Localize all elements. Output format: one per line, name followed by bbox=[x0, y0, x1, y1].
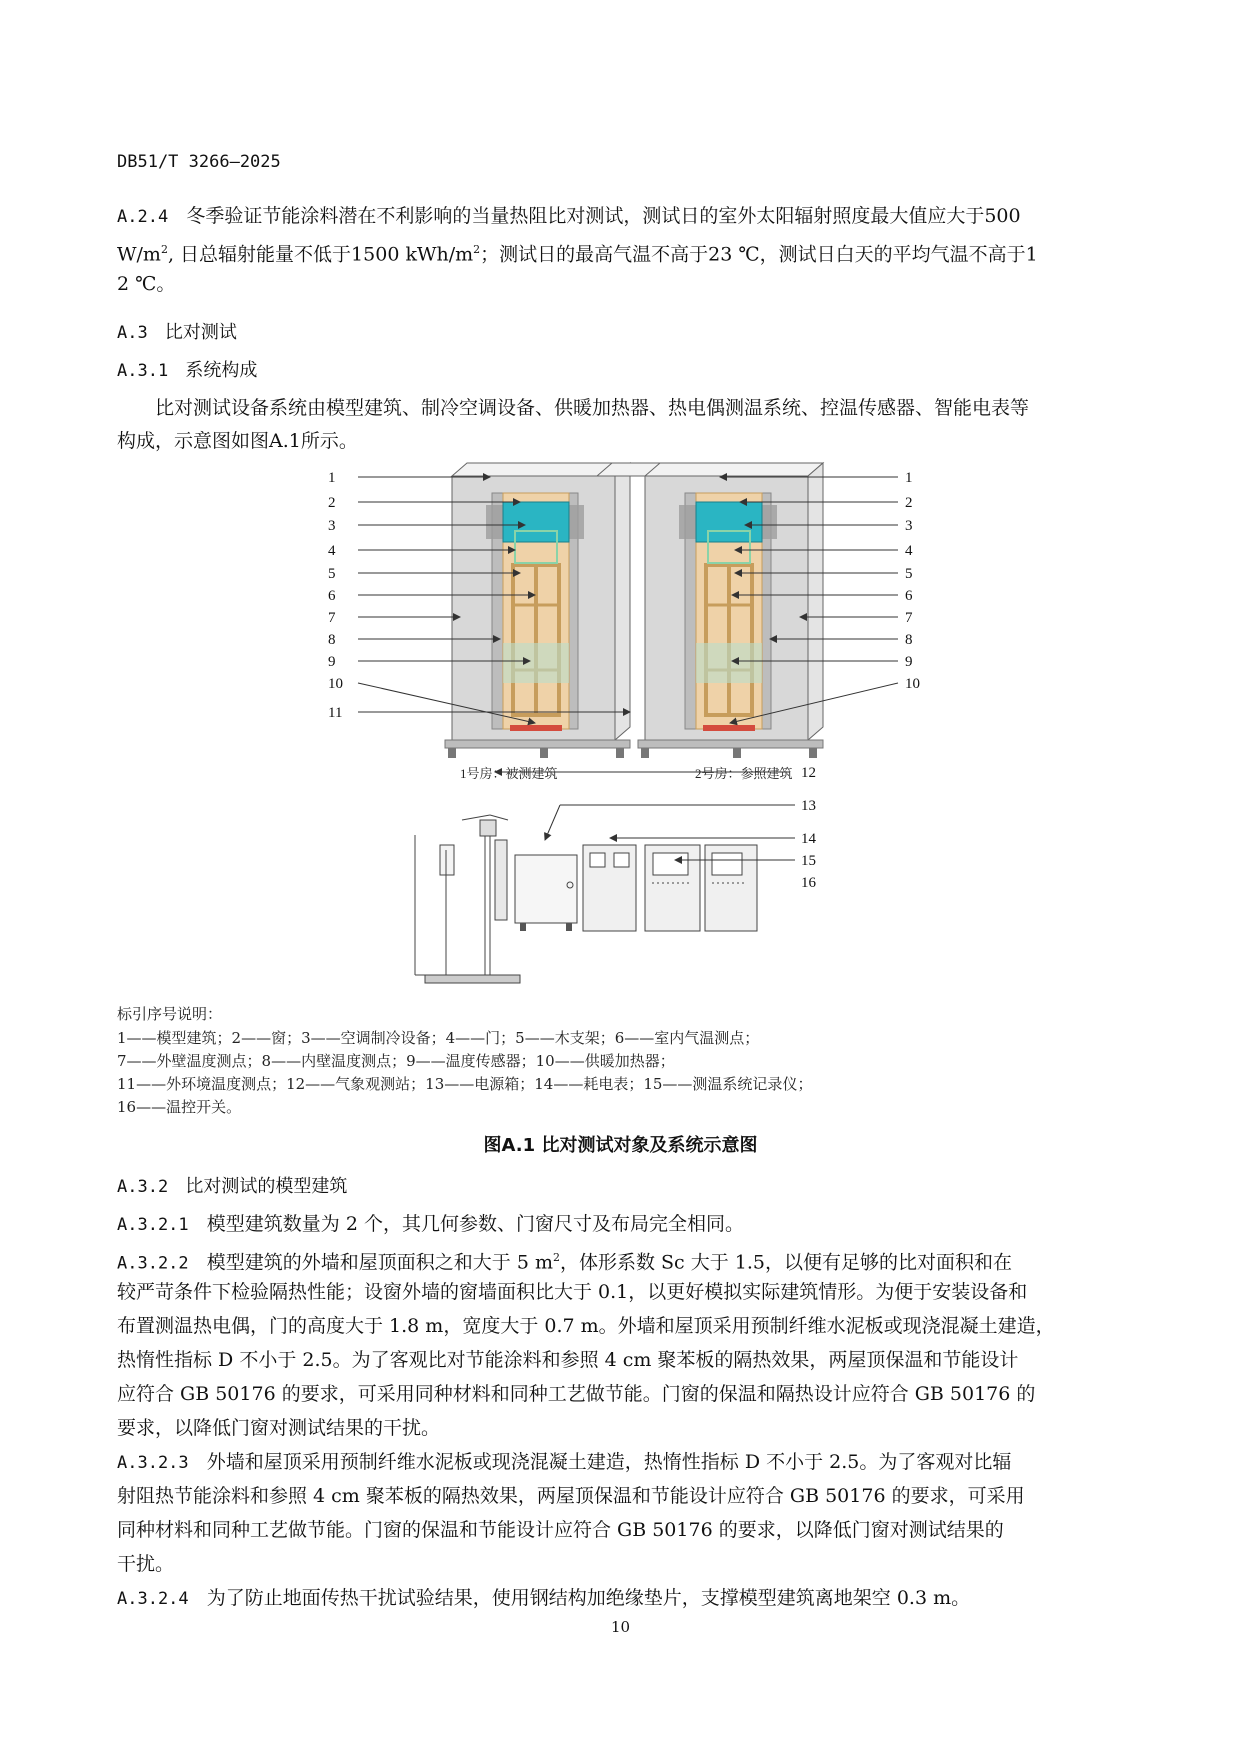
svg-text:3: 3 bbox=[905, 518, 913, 534]
svg-text:2: 2 bbox=[905, 495, 913, 511]
svg-text:6: 6 bbox=[328, 588, 336, 604]
svg-text:11: 11 bbox=[328, 705, 343, 721]
paragraph-a31-line2: 构成，示意图如图A.1所示。 bbox=[117, 430, 358, 452]
section-heading-a32: A.3.2 比对测试的模型建筑 bbox=[117, 1176, 348, 1197]
clause-number: A.2.4 bbox=[117, 207, 169, 227]
clause-text: 冬季验证节能涂料潜在不利影响的当量热阻比对测试，测试日的室外太阳辐射照度最大值应大于500 bbox=[186, 205, 1021, 227]
clause-a323-line: 干扰。 bbox=[117, 1553, 175, 1575]
svg-text:4: 4 bbox=[905, 543, 913, 559]
clause-a322-line: 要求，以降低门窗对测试结果的干扰。 bbox=[117, 1417, 441, 1439]
clause-a322-line: 热惰性指标 D 不小于 2.5。为了客观比对节能涂料和参照 4 cm 聚苯板的隔热效果，两屋顶保温和节能设计 bbox=[117, 1349, 1019, 1371]
svg-text:9: 9 bbox=[328, 654, 336, 670]
svg-text:4: 4 bbox=[328, 543, 336, 559]
room-1-model-building bbox=[445, 463, 630, 758]
legend-line: 1——模型建筑；2——窗；3——空调制冷设备；4——门；5——木支架；6——室内气温测点； bbox=[117, 1029, 760, 1047]
clause-a322-line: 较严苛条件下检验隔热性能；设窗外墙的窗墙面积比大于 0.1，以更好模拟实际建筑情形。为便于安装设备和 bbox=[117, 1281, 1028, 1303]
svg-text:2: 2 bbox=[328, 495, 336, 511]
figure-caption: 图A.1 比对测试对象及系统示意图 bbox=[483, 1135, 758, 1156]
left-callout-numbers bbox=[328, 470, 343, 721]
figure-a1-diagram bbox=[328, 455, 940, 995]
svg-text:6: 6 bbox=[905, 588, 913, 604]
svg-text:5: 5 bbox=[905, 566, 913, 582]
temperature-switch-cabinet bbox=[705, 845, 757, 931]
clause-a24-line3: 2 ℃。 bbox=[117, 273, 176, 295]
room-2-label: 2号房：参照建筑 bbox=[695, 766, 793, 781]
svg-text:8: 8 bbox=[905, 632, 913, 648]
clause-a323-line1: A.3.2.3 外墙和屋顶采用预制纤维水泥板或现浇混凝土建造，热惰性指标 D 不小于 2.5。为了客观对比辐 bbox=[117, 1451, 1012, 1473]
clause-a323-line: 同种材料和同种工艺做节能。门窗的保温和节能设计应符合 GB 50176 的要求，以降低门窗对测试结果的 bbox=[117, 1519, 1004, 1541]
document-code: DB51/T 3266—2025 bbox=[117, 152, 281, 172]
power-box bbox=[515, 855, 577, 931]
svg-text:1: 1 bbox=[328, 470, 336, 486]
section-heading-a3: A.3 比对测试 bbox=[117, 322, 237, 343]
right-callout-numbers bbox=[905, 470, 920, 692]
room-2-model-building bbox=[597, 463, 823, 758]
svg-text:7: 7 bbox=[905, 610, 913, 626]
legend-line: 16——温控开关。 bbox=[117, 1098, 242, 1116]
clause-a24-line1 bbox=[117, 198, 1021, 235]
room-1-label: 1号房：被测建筑 bbox=[460, 766, 558, 781]
svg-text:16: 16 bbox=[801, 875, 816, 891]
weather-station bbox=[415, 815, 520, 983]
svg-text:5: 5 bbox=[328, 566, 336, 582]
bottom-callout-numbers bbox=[801, 765, 817, 891]
svg-text:1: 1 bbox=[905, 470, 913, 486]
svg-text:15: 15 bbox=[801, 853, 816, 869]
recorder-cabinet bbox=[645, 845, 700, 931]
clause-a322-line: 布置测温热电偶，门的高度大于 1.8 m，宽度大于 0.7 m。外墙和屋顶采用预制纤维水泥板或现浇混凝土建造， bbox=[117, 1315, 1055, 1337]
clause-a322-line1: A.3.2.2 模型建筑的外墙和屋顶面积之和大于 5 $m^2$，体形系数 Sc 大于 1.5，以便有足够的比对面积和在 bbox=[117, 1251, 1012, 1274]
svg-text:13: 13 bbox=[801, 798, 816, 814]
svg-text:10: 10 bbox=[905, 676, 920, 692]
clause-a322-line: 应符合 GB 50176 的要求，可采用同种材料和同种工艺做节能。门窗的保温和隔热设计应符合 GB 50176 的 bbox=[117, 1383, 1036, 1405]
clause-a324: A.3.2.4 为了防止地面传热干扰试验结果，使用钢结构加绝缘垫片，支撑模型建筑离地架空 0.3 m。 bbox=[117, 1587, 971, 1609]
svg-text:12: 12 bbox=[801, 765, 816, 781]
svg-text:9: 9 bbox=[905, 654, 913, 670]
svg-text:3: 3 bbox=[328, 518, 336, 534]
clause-a323-line: 射阻热节能涂料和参照 4 cm 聚苯板的隔热效果，两屋顶保温和节能设计应符合 GB 50176 的要求，可采用 bbox=[117, 1485, 1025, 1507]
legend-line: 11——外环境温度测点；12——气象观测站；13——电源箱；14——耗电表；15——测温系统记录仪； bbox=[117, 1075, 813, 1093]
svg-text:10: 10 bbox=[328, 676, 343, 692]
meter-cabinet bbox=[583, 845, 636, 931]
clause-a321: A.3.2.1 模型建筑数量为 2 个，其几何参数、门窗尺寸及布局完全相同。 bbox=[117, 1213, 744, 1235]
paragraph-a31-line1: 比对测试设备系统由模型建筑、制冷空调设备、供暖加热器、热电偶测温系统、控温传感器、智能电表等 bbox=[155, 397, 1030, 419]
svg-text:8: 8 bbox=[328, 632, 336, 648]
legend-line: 7——外壁温度测点；8——内壁温度测点；9——温度传感器；10——供暖加热器； bbox=[117, 1052, 675, 1070]
legend-title: 标引序号说明： bbox=[117, 1005, 223, 1023]
svg-text:14: 14 bbox=[801, 831, 816, 847]
clause-a24-line2: $W/m^2$, 日总辐射能量不低于1500 kWh/$m^2$；测试日的最高气温不高于23 ℃，测试日白天的平均气温不高于1 bbox=[117, 243, 1038, 266]
svg-text:7: 7 bbox=[328, 610, 336, 626]
section-heading-a31: A.3.1 系统构成 bbox=[117, 360, 258, 381]
page-number: 10 bbox=[610, 1618, 631, 1636]
